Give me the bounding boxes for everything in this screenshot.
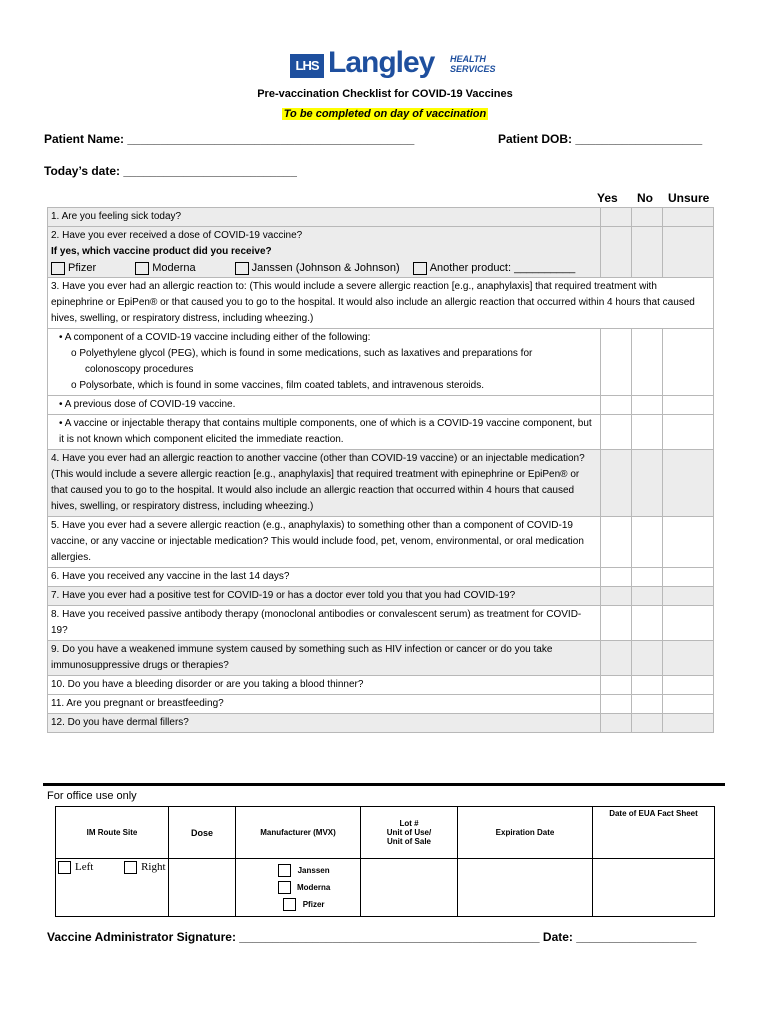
question-10-text: 10. Do you have a bleeding disorder or are you taking a blood thinner?: [48, 676, 601, 695]
mfr-option: [250, 879, 358, 896]
question-5-text: 5. Have you ever had a severe allergic reaction (e.g., anaphylaxis) to something other than a component of COVID-19 vaccine, or any vaccine or injectable medication? This would include food, pet, venom, environmental, or oral medication allergies.: [48, 517, 601, 568]
bullet-item: • A previous dose of COVID-19 vaccine.: [59, 399, 236, 410]
expiration-entry-cell[interactable]: [458, 859, 593, 917]
question-2-text: 2. Have you ever received a dose of COVID-19 vaccine?: [51, 230, 303, 241]
bullet-3-text: A vaccine or injectable therapy that contains multiple components, one of which is a COVID-19 vaccine component, but it is not known which component elicited the immediate reaction.: [59, 418, 592, 445]
question-8-text: 8. Have you received passive antibody therapy (monoclonal antibodies or convalescent serum) as treatment for COVID-19?: [48, 606, 601, 641]
office-use-label: For office use only: [47, 790, 137, 802]
col-lot: [361, 807, 458, 859]
todays-date-field[interactable]: Today’s date: __________________________: [44, 164, 297, 178]
moderna-checkbox[interactable]: [135, 262, 149, 275]
answer-unsure-cell[interactable]: [663, 695, 714, 714]
question-3-bullet-2-cell: [48, 396, 601, 415]
answer-yes-cell[interactable]: [601, 606, 632, 641]
answer-unsure-cell[interactable]: [663, 641, 714, 676]
moderna-mfr-label: Moderna: [296, 883, 331, 892]
logo-sub-line-2: SERVICES: [450, 64, 496, 74]
question-row-9: [48, 641, 714, 676]
left-site-label: Left: [75, 861, 94, 874]
answer-yes-cell[interactable]: [601, 329, 632, 396]
answer-no-cell[interactable]: [632, 714, 663, 733]
lot-label-2: Unit of Use/: [386, 828, 432, 837]
bullet-item: • A vaccine or injectable therapy that contains multiple components, one of which is a COVID-19 vaccine component, but it is not known which component elicited the immediate reaction.: [59, 418, 592, 445]
bullet-2-text: A previous dose of COVID-19 vaccine.: [64, 399, 236, 410]
question-6-text: 6. Have you received any vaccine in the last 14 days?: [48, 568, 601, 587]
answer-unsure-cell[interactable]: [663, 396, 714, 415]
logo-wordmark: Langley: [328, 46, 435, 79]
answer-unsure-cell[interactable]: [663, 606, 714, 641]
question-7-text: 7. Have you ever had a positive test for COVID-19 or has a doctor ever told you that you had COVID-19?: [48, 587, 601, 606]
answer-yes-cell[interactable]: [601, 415, 632, 450]
answer-yes-cell[interactable]: [601, 396, 632, 415]
answer-no-cell[interactable]: [632, 606, 663, 641]
lhs-logo-mark: LHS: [290, 54, 324, 78]
answer-yes-cell[interactable]: [601, 695, 632, 714]
lot-entry-cell[interactable]: [361, 859, 458, 917]
manufacturer-options: [236, 859, 361, 917]
janssen-mfr-label: Janssen: [297, 866, 330, 875]
right-site-label: Right: [141, 861, 166, 874]
col-expiration-date: Expiration Date: [458, 807, 593, 859]
answer-unsure-cell[interactable]: [663, 568, 714, 587]
question-3-text: 3. Have you ever had an allergic reaction to: (This would include a severe allergic reaction [e.g., anaphylaxis] that required treatment with epinephrine or EpiPen® or that caused you to go to the hospital. It would also include an allergic reaction that occurred within 4 hours that caused hives, swelling, or respiratory distress, including wheezing.): [48, 278, 714, 329]
answer-no-cell[interactable]: [632, 676, 663, 695]
answer-yes-cell[interactable]: [601, 227, 632, 278]
question-row-5: [48, 517, 714, 568]
question-3-bullet-1-row: [48, 329, 714, 396]
pfizer-checkbox[interactable]: [51, 262, 65, 275]
sub-item: o Polyethylene glycol (PEG), which is found in some medications, such as laxatives and preparations for: [71, 348, 533, 359]
pfizer-mfr-checkbox[interactable]: [283, 898, 296, 911]
office-entry-row: [56, 859, 715, 917]
question-2-followup: If yes, which vaccine product did you receive?: [51, 246, 272, 257]
header-no: No: [637, 191, 653, 205]
col-manufacturer: Manufacturer (MVX): [236, 807, 361, 859]
question-row-3: [48, 278, 714, 329]
question-2-options: [51, 260, 597, 276]
subtitle-highlight: To be completed on day of vaccination: [283, 108, 487, 120]
screening-questions-table: [47, 207, 714, 733]
mfr-option: [250, 862, 358, 879]
right-site-checkbox[interactable]: [124, 861, 137, 874]
question-3-bullet-2-row: [48, 396, 714, 415]
answer-unsure-cell[interactable]: [663, 208, 714, 227]
question-row-6: [48, 568, 714, 587]
answer-yes-cell[interactable]: [601, 714, 632, 733]
langley-logo: [290, 46, 496, 84]
sub-item-polysorbate-text: Polysorbate, which is found in some vaccines, film coated tablets, and intravenous steroids.: [79, 380, 484, 391]
moderna-option-label: Moderna: [152, 262, 196, 274]
question-12-text: 12. Do you have dermal fillers?: [48, 714, 601, 733]
janssen-checkbox[interactable]: [235, 262, 249, 275]
logo-subtext: [450, 54, 496, 74]
question-row-1: [48, 208, 714, 227]
col-dose: Dose: [169, 807, 236, 859]
answer-yes-cell[interactable]: [601, 676, 632, 695]
office-use-table: [55, 806, 715, 917]
janssen-option-label: Janssen (Johnson & Johnson): [251, 262, 400, 274]
page-title: Pre-vaccination Checklist for COVID-19 Vaccines: [257, 88, 513, 100]
pfizer-mfr-label: Pfizer: [302, 900, 325, 909]
question-row-4: [48, 450, 714, 517]
dose-entry-cell[interactable]: [169, 859, 236, 917]
answer-yes-cell[interactable]: [601, 568, 632, 587]
answer-no-cell[interactable]: [632, 227, 663, 278]
question-row-2: [48, 227, 714, 278]
answer-yes-cell[interactable]: [601, 208, 632, 227]
answer-unsure-cell[interactable]: [663, 587, 714, 606]
lot-label-1: Lot #: [399, 819, 419, 828]
answer-unsure-cell[interactable]: [663, 714, 714, 733]
answer-unsure-cell[interactable]: [663, 227, 714, 278]
answer-no-cell[interactable]: [632, 396, 663, 415]
sub-item: o Polysorbate, which is found in some vaccines, film coated tablets, and intravenous steroids.: [71, 380, 484, 391]
sub-item-peg-text: Polyethylene glycol (PEG), which is found in some medications, such as laxatives and preparations for: [79, 348, 533, 359]
col-eua-fact-sheet-date: Date of EUA Fact Sheet: [593, 807, 715, 859]
answer-no-cell[interactable]: [632, 641, 663, 676]
page-subtitle: [0, 104, 770, 122]
bullet-item: • A component of a COVID-19 vaccine including either of the following:: [59, 332, 371, 343]
bullet-1-text: A component of a COVID-19 vaccine including either of the following:: [64, 332, 371, 343]
header-unsure: Unsure: [668, 191, 710, 205]
janssen-mfr-checkbox[interactable]: [278, 864, 291, 877]
answer-no-cell[interactable]: [632, 208, 663, 227]
logo-sub-line-1: HEALTH: [450, 54, 486, 64]
answer-yes-cell[interactable]: [601, 641, 632, 676]
answer-unsure-cell[interactable]: [663, 329, 714, 396]
question-3-bullet-1-cell: [48, 329, 601, 396]
left-site-checkbox[interactable]: [58, 861, 71, 874]
question-row-12: [48, 714, 714, 733]
answer-no-cell[interactable]: [632, 517, 663, 568]
answer-yes-cell[interactable]: [601, 450, 632, 517]
answer-yes-cell[interactable]: [601, 517, 632, 568]
eua-date-entry-cell[interactable]: [593, 859, 715, 917]
question-4-text: 4. Have you ever had an allergic reaction to another vaccine (other than COVID-19 vaccine) or an injectable medication? (This would include a severe allergic reaction [e.g., anaphylaxis] that required treatment with epinephrine or EpiPen® or that caused you to go to the hospital. It would also include an allergic reaction that occurred within 4 hours that caused hives, swelling, or respiratory distress, including wheezing.): [48, 450, 601, 517]
question-row-10: [48, 676, 714, 695]
site-options: [56, 859, 169, 917]
answer-unsure-cell[interactable]: [663, 450, 714, 517]
answer-no-cell[interactable]: [632, 329, 663, 396]
pfizer-option-label: Pfizer: [68, 262, 97, 274]
answer-unsure-cell[interactable]: [663, 415, 714, 450]
administrator-signature-field[interactable]: Vaccine Administrator Signature: _____________________________________________ Date: __________________: [47, 930, 697, 944]
section-divider: [43, 783, 725, 786]
header-yes: Yes: [597, 191, 618, 205]
answer-no-cell[interactable]: [632, 695, 663, 714]
question-3-bullet-3-cell: [48, 415, 601, 450]
patient-dob-field[interactable]: Patient DOB: ___________________: [498, 132, 703, 146]
answer-no-cell[interactable]: [632, 568, 663, 587]
mfr-option: [250, 896, 358, 913]
question-3-bullet-3-row: [48, 415, 714, 450]
moderna-mfr-checkbox[interactable]: [278, 881, 291, 894]
answer-no-cell[interactable]: [632, 415, 663, 450]
answer-unsure-cell[interactable]: [663, 676, 714, 695]
lot-label-3: Unit of Sale: [386, 837, 431, 846]
answer-yes-cell[interactable]: [601, 587, 632, 606]
another-product-checkbox[interactable]: [413, 262, 427, 275]
question-row-8: [48, 606, 714, 641]
answer-no-cell[interactable]: [632, 450, 663, 517]
question-row-11: [48, 695, 714, 714]
question-2-cell: [48, 227, 601, 278]
sub-item-peg-continued: colonoscopy procedures: [85, 364, 194, 375]
answer-no-cell[interactable]: [632, 587, 663, 606]
col-im-route-site: IM Route Site: [56, 807, 169, 859]
office-header-row: [56, 807, 715, 859]
another-product-label: Another product: __________: [429, 262, 576, 274]
question-9-text: 9. Do you have a weakened immune system caused by something such as HIV infection or cancer or do you take immunosuppressive drugs or therapies?: [48, 641, 601, 676]
question-row-7: [48, 587, 714, 606]
patient-name-field[interactable]: Patient Name: ___________________________________________: [44, 132, 415, 146]
question-1-text: 1. Are you feeling sick today?: [48, 208, 601, 227]
question-11-text: 11. Are you pregnant or breastfeeding?: [48, 695, 601, 714]
answer-unsure-cell[interactable]: [663, 517, 714, 568]
